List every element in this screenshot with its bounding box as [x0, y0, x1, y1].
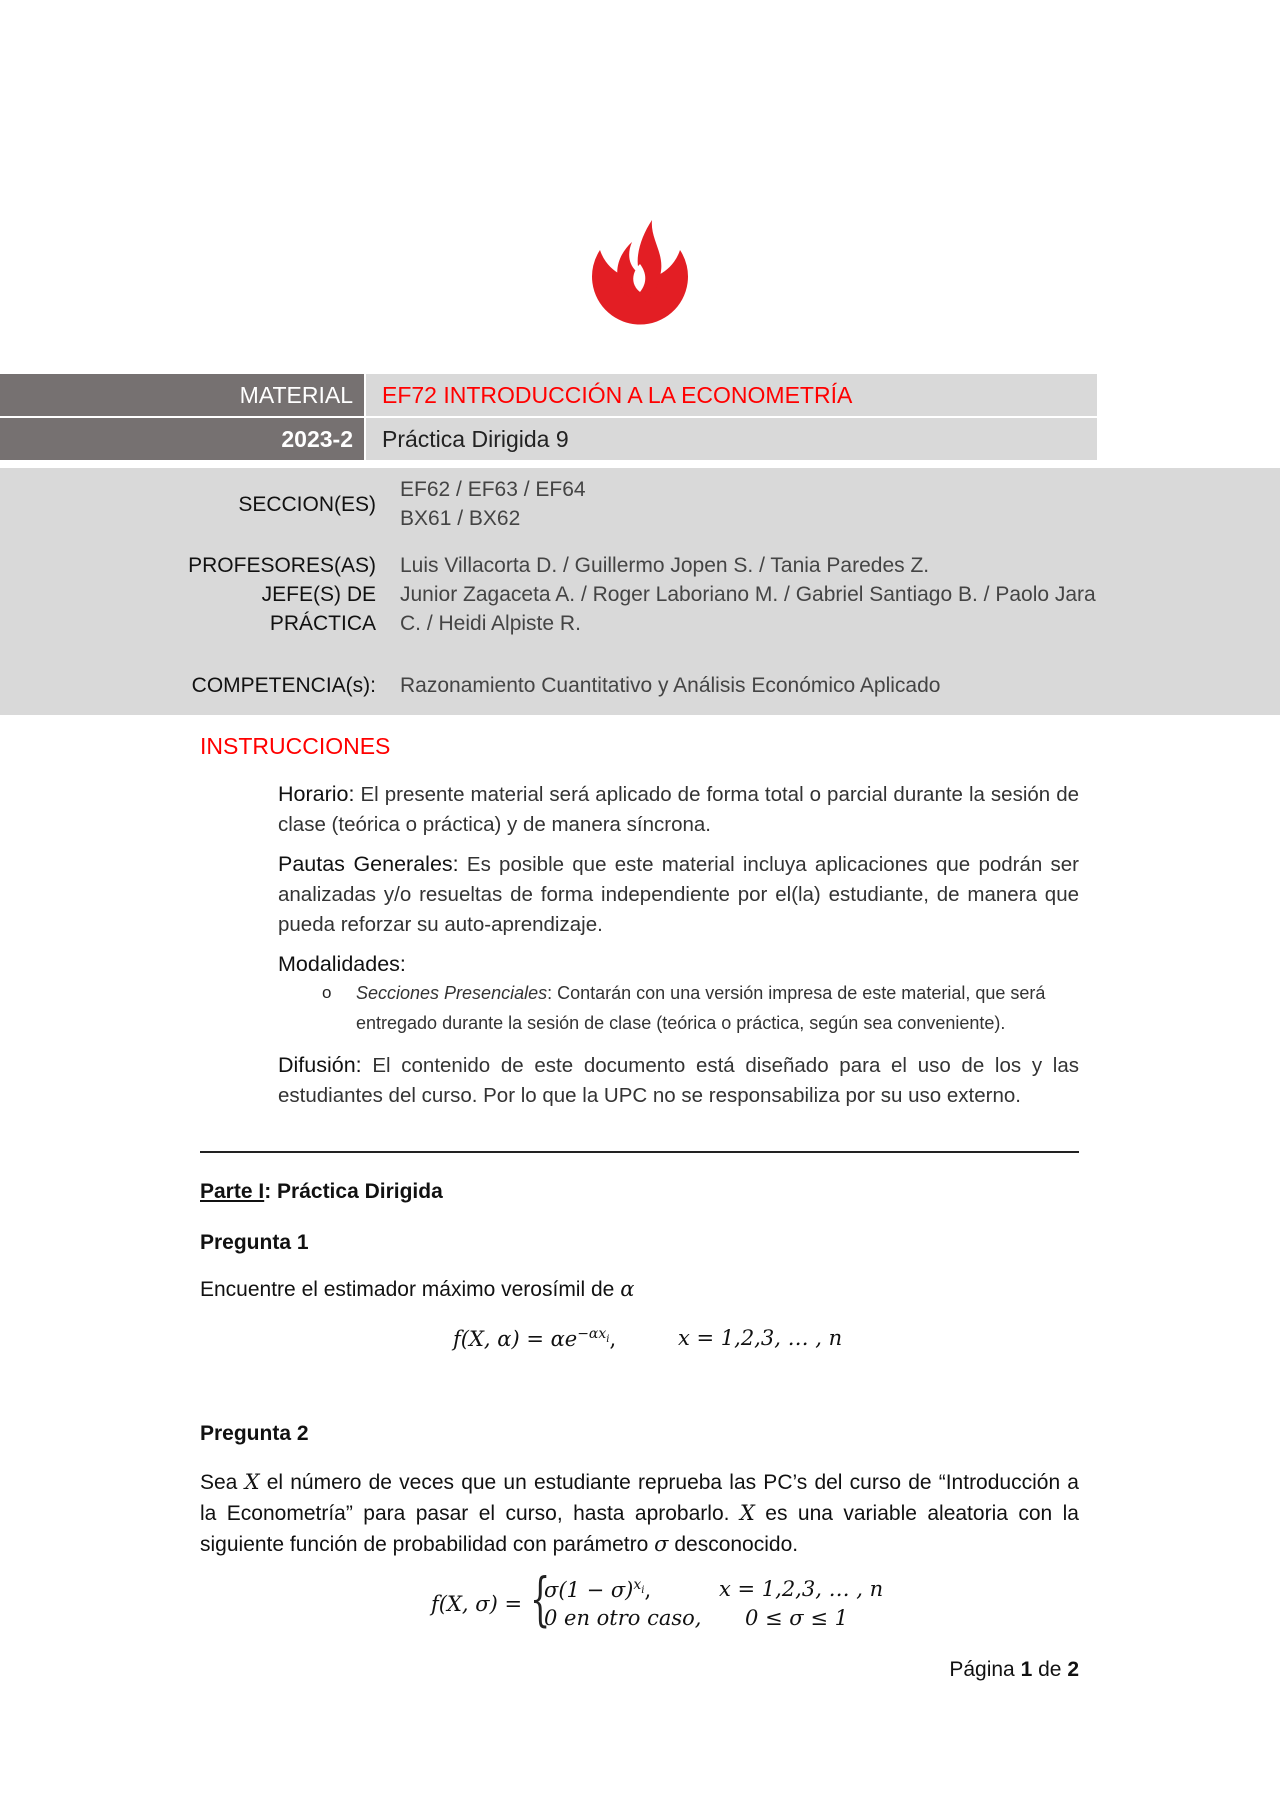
q1-eq-domain	[678, 1326, 842, 1350]
modalidades-label: Modalidades:	[278, 952, 406, 976]
modalidad-italic: Secciones Presenciales	[356, 983, 548, 1003]
sections-label: SECCION(ES)	[238, 493, 376, 516]
modalidades-paragraph	[278, 949, 1079, 980]
bullet-marker: o	[322, 983, 332, 1002]
footer-page-total: 2	[1067, 1658, 1079, 1681]
sections-line-2: BX61 / BX62	[400, 507, 521, 530]
instructions-heading: INSTRUCCIONES	[200, 733, 391, 759]
q2-case-1-cond	[719, 1577, 883, 1601]
q2-statement	[200, 1467, 1079, 1560]
q2-case-2	[544, 1606, 701, 1630]
q2-text-3: es una variable aleatoria con la siguiente función de probabilidad con parámetro	[200, 1502, 1079, 1556]
pautas-paragraph	[278, 849, 1079, 940]
chiefs-value-2: C. / Heidi Alpiste R.	[400, 612, 581, 635]
q2-eq-lhs	[431, 1592, 522, 1616]
part-heading	[200, 1180, 443, 1204]
competence-label: COMPETENCIA(s):	[191, 674, 376, 697]
difusion-text: El contenido de este documento está diseñado para el uso de los y las estudiantes del curso. Por lo que la UPC no se responsabiliza por su uso externo.	[278, 1054, 1079, 1107]
q2-case-1-cond-text: x = 1,2,3, … , n	[719, 1577, 884, 1601]
q2-case-2-text: 0 en otro caso,	[544, 1606, 702, 1630]
difusion-label: Difusión:	[278, 1053, 362, 1077]
horario-text: El presente material será aplicado de forma total o parcial durante la sesión de clase (teórica o práctica) y de manera síncrona.	[278, 783, 1079, 836]
q2-case-1-text: σ(1 − σ)	[544, 1578, 634, 1602]
section-divider	[200, 1151, 1079, 1153]
q2-case-2-cond-text: 0 ≤ σ ≤ 1	[745, 1606, 848, 1630]
pautas-text: Es posible que este material incluya aplicaciones que podrán ser analizadas y/o resueltas de forma independiente por el(la) estudiante, de manera que pueda reforzar su auto-aprendizaje.	[278, 853, 1079, 936]
difusion-paragraph	[278, 1050, 1079, 1111]
pautas-label: Pautas Generales:	[278, 852, 459, 876]
q1-prompt-text: Encuentre el estimador máximo verosímil de	[200, 1278, 615, 1301]
upc-logo	[580, 212, 700, 330]
q1-title: Pregunta 1	[200, 1231, 309, 1254]
course-title: EF72 INTRODUCCIÓN A LA ECONOMETRÍA	[382, 382, 853, 408]
q2-eq-brace: {	[530, 1565, 551, 1633]
q2-case-1-exp-sub: i	[641, 1584, 645, 1596]
modalidad-text: : Contarán con una versión impresa de este material, que será entregado durante la sesión de clase (teórica o práctica, según sea conveniente).	[356, 983, 1046, 1033]
chiefs-label-2: PRÁCTICA	[269, 612, 376, 635]
q2-title: Pregunta 2	[200, 1422, 309, 1445]
sections-line-1: EF62 / EF63 / EF64	[400, 478, 586, 501]
q1-prompt-symbol: α	[620, 1277, 635, 1301]
q1-prompt	[200, 1274, 1079, 1305]
q2-text-2: el número de veces que un estudiante reprueba las PC’s del curso de “Introducción a la Econometría” para pasar el curso, hasta aprobarlo.	[200, 1471, 1079, 1525]
q1-eq-domain-text: x = 1,2,3, … , n	[678, 1326, 843, 1350]
chiefs-label-1: JEFE(S) DE	[261, 583, 376, 606]
part-label-rest: : Práctica Dirigida	[264, 1180, 443, 1203]
q1-eq-sep: ,	[609, 1327, 617, 1351]
q2-eq-lhs-text: f(X, σ) =	[431, 1592, 523, 1616]
horario-paragraph	[278, 779, 1079, 840]
footer-page-word: Página	[949, 1658, 1015, 1681]
q1-eq-lhs: f(X, α) = αe	[453, 1327, 578, 1351]
footer-of-word: de	[1038, 1658, 1062, 1681]
q2-var-x-1: X	[244, 1470, 260, 1494]
chiefs-value-1: Junior Zagaceta A. / Roger Laboriano M. / Gabriel Santiago B. / Paolo Jara	[400, 583, 1096, 606]
q1-eq-exponent-sub: i	[606, 1333, 610, 1345]
q2-text-4: desconocido.	[674, 1533, 799, 1556]
page-footer	[949, 1658, 1079, 1682]
q2-case-1-exp: x	[633, 1577, 642, 1593]
professors-label: PROFESORES(AS)	[188, 554, 376, 577]
material-label: MATERIAL	[239, 382, 353, 408]
q2-case-2-cond	[745, 1606, 848, 1630]
q2-case-1-sep: ,	[644, 1578, 652, 1602]
q1-eq-exponent: −αx	[577, 1326, 607, 1342]
period-label: 2023-2	[281, 426, 353, 452]
competence-value: Razonamiento Cuantitativo y Análisis Económico Aplicado	[400, 674, 941, 697]
q2-text-1: Sea	[200, 1471, 238, 1494]
part-label: Parte I	[200, 1180, 265, 1203]
horario-label: Horario:	[278, 782, 355, 806]
q2-case-1	[544, 1577, 651, 1602]
professors-value: Luis Villacorta D. / Guillermo Jopen S. / Tania Paredes Z.	[400, 554, 930, 577]
document-title: Práctica Dirigida 9	[382, 426, 569, 452]
footer-page-number: 1	[1020, 1658, 1033, 1681]
q2-var-sigma: σ	[654, 1532, 669, 1556]
q2-var-x-2: X	[739, 1501, 755, 1525]
q1-equation	[453, 1326, 616, 1351]
modalidad-item	[356, 978, 1079, 1038]
